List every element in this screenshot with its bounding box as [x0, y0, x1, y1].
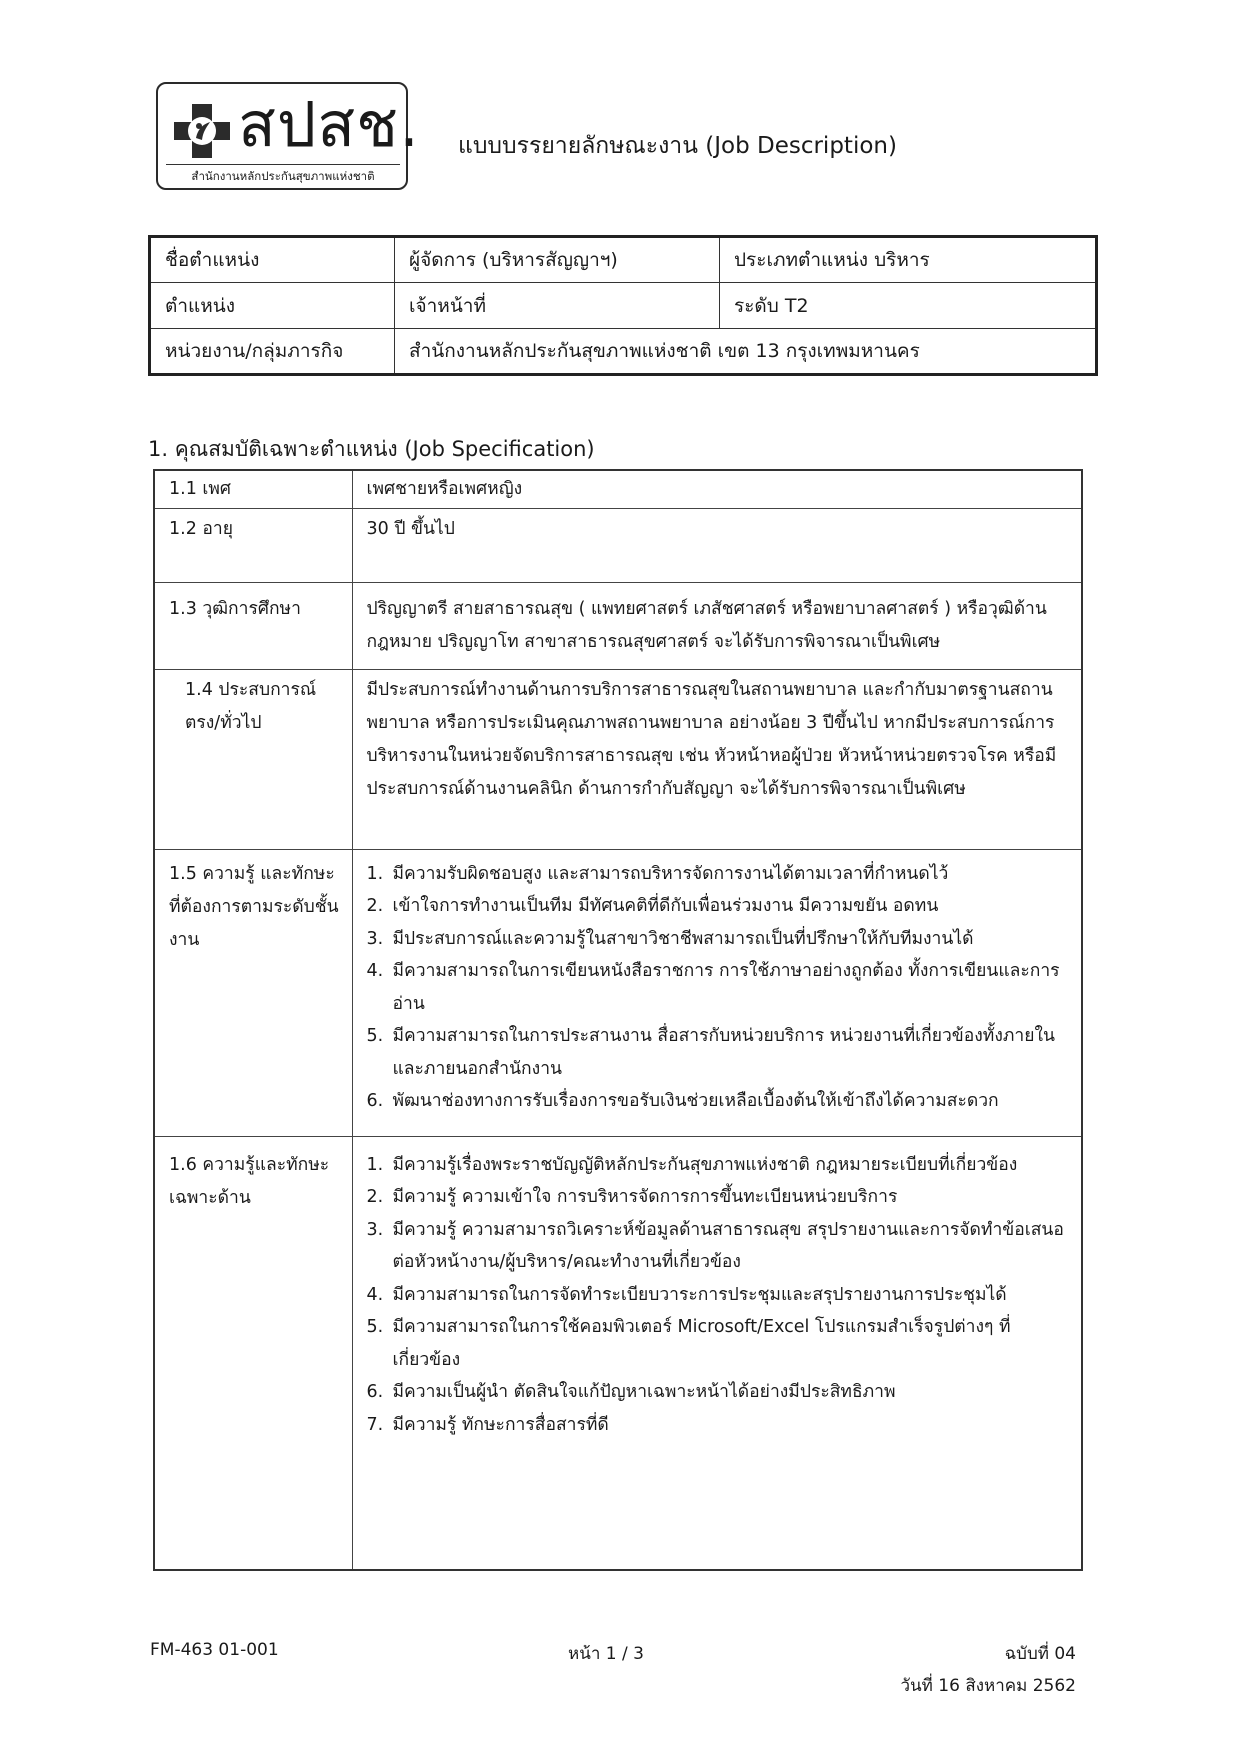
- knowledge-label: 1.5 ความรู้ และทักษะที่ต้องการตามระดับชั้นงาน: [154, 849, 352, 1136]
- list-item: 4. มีความสามารถในการจัดทำระเบียบวาระการประชุมและสรุปรายงานการประชุมได้: [366, 1284, 1007, 1305]
- experience-value: มีประสบการณ์ทำงานด้านการบริการสาธารณสุขในสถานพยาบาล และกำกับมาตรฐานสถานพยาบาล หรือการประเมินคุณภาพสถานพยาบาล อย่างน้อย 3 ปีขึ้นไป หากมีประสบการณ์การบริหารงานในหน่วยจัดบริการสาธารณสุข เช่น หัวหน้าหอผู้ป่วย หัวหน้าหน่วยตรวจโรค หรือมีประสบการณ์ด้านงานคลินิก ด้านการกำกับสัญญา จะได้รับการพิจารณาเป็นพิเศษ: [352, 669, 1082, 849]
- position-value: เจ้าหน้าที่: [395, 283, 720, 329]
- list-item: 6. พัฒนาช่องทางการรับเรื่องการขอรับเงินช่วยเหลือเบื้องต้นให้เข้าถึงได้ความสะดวก: [366, 1091, 999, 1111]
- unit-value: สำนักงานหลักประกันสุขภาพแห่งชาติ เขต 13 กรุงเทพมหานคร: [395, 329, 1097, 375]
- table-row: [154, 1136, 1082, 1570]
- list-item: 6. มีความเป็นผู้นำ ตัดสินใจแก้ปัญหาเฉพาะหน้าได้อย่างมีประสิทธิภาพ: [366, 1382, 896, 1402]
- table-row: [154, 669, 1082, 849]
- logo-text: สปสช.: [238, 88, 420, 161]
- gender-label: 1.1 เพศ: [154, 470, 352, 508]
- specific-skills-label: 1.6 ความรู้และทักษะเฉพาะด้าน: [154, 1136, 352, 1570]
- list-item: 5. มีความสามารถในการประสานงาน สื่อสารกับหน่วยบริการ หน่วยงานที่เกี่ยวข้องทั้งภายในและภายนอกสำนักงาน: [366, 1026, 1056, 1079]
- issue-date: วันที่ 16 สิงหาคม 2562: [900, 1676, 1076, 1696]
- unit-label: หน่วยงาน/กลุ่มภารกิจ: [150, 329, 395, 375]
- list-item: 5. มีความสามารถในการใช้คอมพิวเตอร์ Microsoft/Excel โปรแกรมสำเร็จรูปต่างๆ ที่เกี่ยวข้อง: [366, 1317, 1011, 1370]
- position-title-value: ผู้จัดการ (บริหารสัญญาฯ): [395, 237, 720, 283]
- position-label: ตำแหน่ง: [150, 283, 395, 329]
- edition-number: ฉบับที่ 04: [1004, 1644, 1076, 1664]
- table-row: [150, 329, 1097, 375]
- list-item: 7. มีความรู้ ทักษะการสื่อสารที่ดี: [366, 1414, 609, 1435]
- age-label: 1.2 อายุ: [154, 508, 352, 582]
- table-row: [154, 470, 1082, 508]
- list-item: 2. เข้าใจการทำงานเป็นทีม มีทัศนคติที่ดีกับเพื่อนร่วมงาน มีความขยัน อดทน: [366, 896, 939, 916]
- education-label: 1.3 วุฒิการศึกษา: [154, 582, 352, 669]
- list-item: 1. มีความรับผิดชอบสูง และสามารถบริหารจัดการงานได้ตามเวลาที่กำหนดไว้: [366, 863, 949, 884]
- list-item: 3. มีประสบการณ์และความรู้ในสาขาวิชาชีพสามารถเป็นที่ปรึกษาให้กับทีมงานได้: [366, 928, 974, 949]
- list-item: 2. มีความรู้ ความเข้าใจ การบริหารจัดการการขึ้นทะเบียนหน่วยบริการ: [366, 1187, 898, 1207]
- position-type: ประเภทตำแหน่ง บริหาร: [720, 237, 1097, 283]
- education-value: ปริญญาตรี สายสาธารณสุข ( แพทยศาสตร์ เภสัชศาสตร์ หรือพยาบาลศาสตร์ ) หรือวุฒิด้านกฎหมาย ปริญญาโท สาขาสาธารณสุขศาสตร์ จะได้รับการพิจารณาเป็นพิเศษ: [352, 582, 1082, 669]
- section-title: 1. คุณสมบัติเฉพาะตำแหน่ง (Job Specification): [148, 437, 595, 461]
- position-title-label: ชื่อตำแหน่ง: [150, 237, 395, 283]
- list-item: 4. มีความสามารถในการเขียนหนังสือราชการ การใช้ภาษาอย่างถูกต้อง ทั้งการเขียนและการอ่าน: [366, 961, 1060, 1014]
- knowledge-list: [367, 858, 1070, 1118]
- table-row: [150, 283, 1097, 329]
- gender-value: เพศชายหรือเพศหญิง: [352, 470, 1082, 508]
- job-specification-table: [153, 469, 1083, 1571]
- age-value: 30 ปี ขึ้นไป: [352, 508, 1082, 582]
- table-row: [154, 849, 1082, 1136]
- experience-label: 1.4 ประสบการณ์ ตรง/ทั่วไป: [154, 669, 352, 849]
- table-row: [150, 237, 1097, 283]
- list-item: 3. มีความรู้ ความสามารถวิเคราะห์ข้อมูลด้านสาธารณสุข สรุปรายงานและการจัดทำข้อเสนอต่อหัวหน้างาน/ผู้บริหาร/คณะทำงานที่เกี่ยวข้อง: [366, 1219, 1064, 1272]
- table-row: [154, 582, 1082, 669]
- document-title: แบบบรรยายลักษณะงาน (Job Description): [458, 133, 897, 159]
- logo-subtitle: สำนักงานหลักประกันสุขภาพแห่งชาติ: [166, 164, 400, 186]
- list-item: 1. มีความรู้เรื่องพระราชบัญญัติหลักประกันสุขภาพแห่งชาติ กฎหมายระเบียบที่เกี่ยวข้อง: [366, 1154, 1018, 1175]
- page-number: หน้า 1 / 3: [568, 1644, 644, 1664]
- nhso-logo: [156, 82, 420, 190]
- form-code: FM-463 01-001: [150, 1640, 279, 1660]
- position-table: [148, 235, 1098, 376]
- position-level: ระดับ T2: [720, 283, 1097, 329]
- specific-skills-list: [367, 1149, 1070, 1442]
- health-cross-icon: [172, 102, 232, 160]
- table-row: [154, 508, 1082, 582]
